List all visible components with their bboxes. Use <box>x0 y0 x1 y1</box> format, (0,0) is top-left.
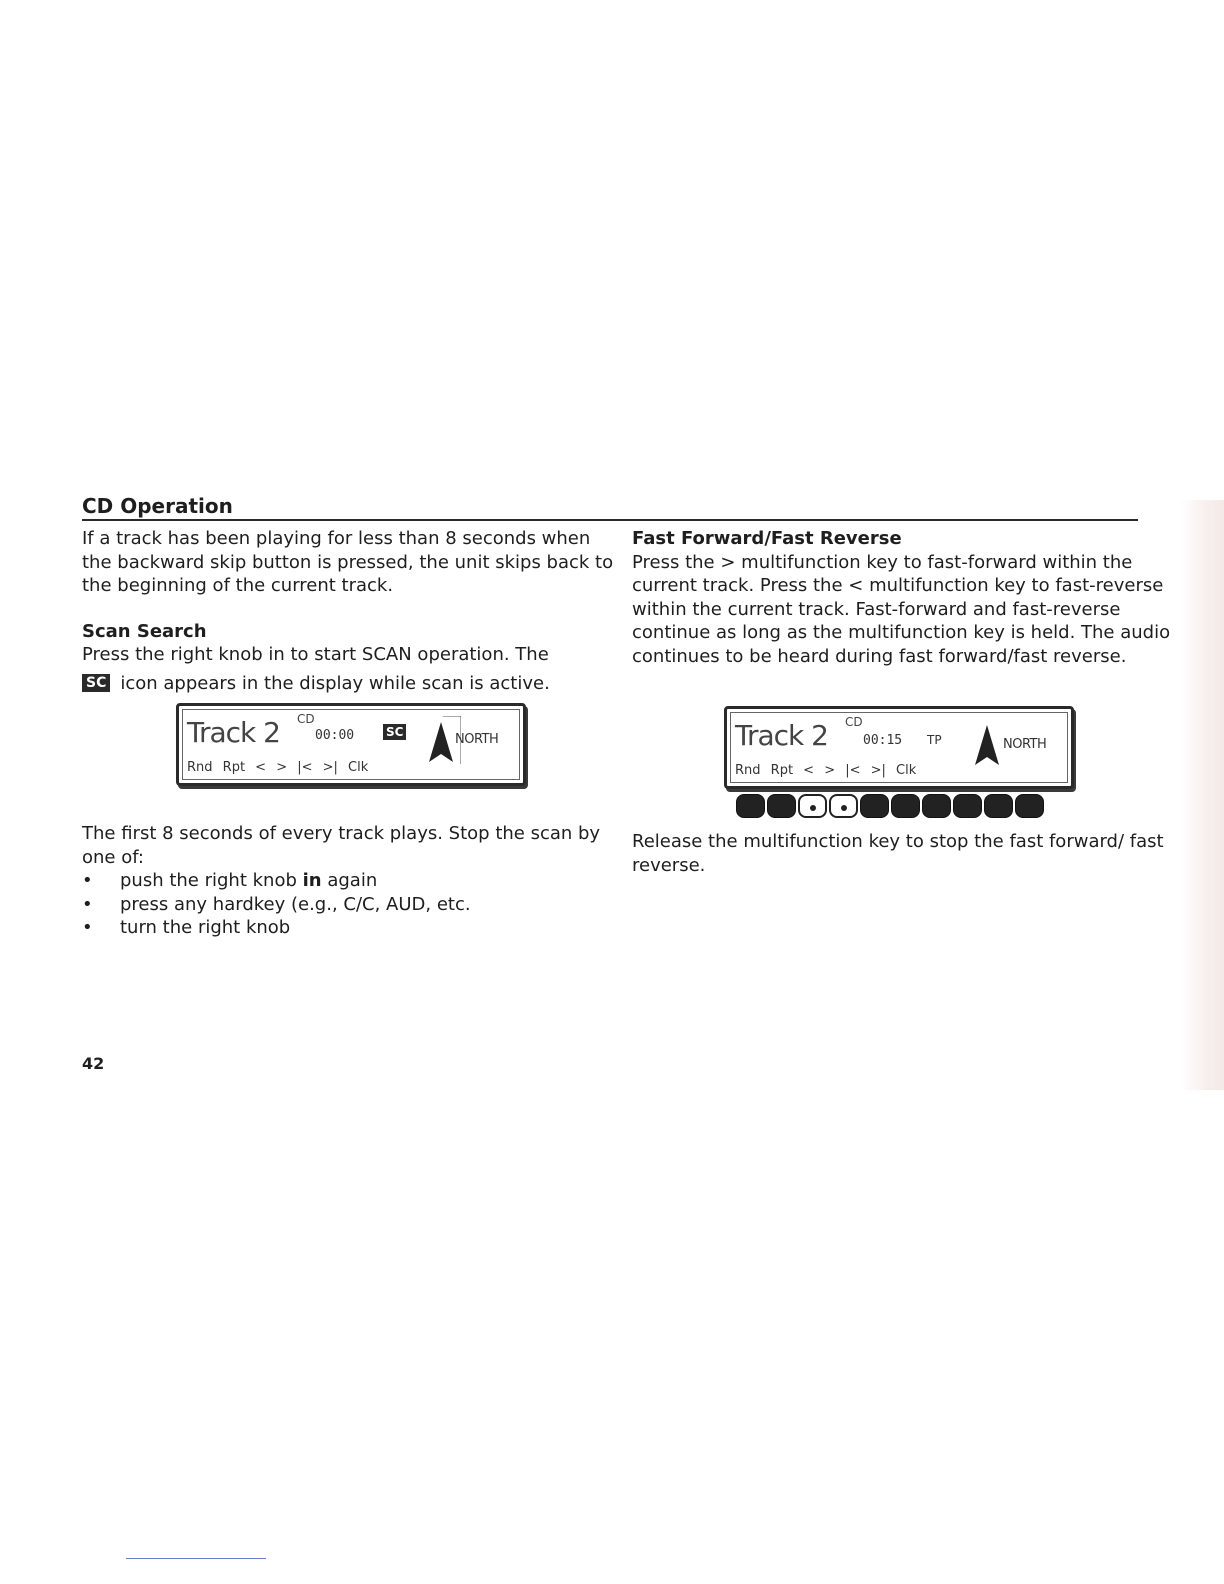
display-sc-icon: SC <box>383 724 406 740</box>
display-cd-label: CD <box>297 712 315 726</box>
display-time: 00:15 <box>863 733 903 748</box>
multifunction-key[interactable] <box>984 794 1013 818</box>
display-softkey-row: Rnd Rpt < > |< >| Clk <box>187 760 369 775</box>
multifunction-key-highlighted[interactable] <box>829 794 858 818</box>
list-item: • press any hardkey (e.g., C/C, AUD, etc. <box>82 893 622 917</box>
scan-paragraph-line1: Press the right knob in to start SCAN operation. The <box>82 644 549 665</box>
fast-forward-paragraph: Press the > multifunction key to fast-forward within the current track. Press the < multifunction key to fast-reverse within the current track. Fast-forward and fast-reverse continue as long as the multifunction key is held. The audio continues to be heard during fast forward/fast reverse. <box>632 551 1171 667</box>
stop-scan-paragraph: The first 8 seconds of every track plays. Stop the scan by one of: <box>82 823 601 868</box>
multifunction-key-strip <box>736 794 1044 818</box>
list-item: • push the right knob in again <box>82 869 622 893</box>
radio-display-scan <box>176 703 526 786</box>
display-tp-indicator: TP <box>927 733 942 747</box>
multifunction-key[interactable] <box>953 794 982 818</box>
sc-icon: SC <box>82 674 110 692</box>
page-edge-shadow <box>1180 500 1224 1090</box>
display-time: 00:00 <box>315 728 355 743</box>
stop-scan-list <box>82 869 622 940</box>
list-item: • turn the right knob <box>82 916 622 940</box>
scan-search-heading: Scan Search <box>82 620 207 642</box>
scan-paragraph-line2 <box>82 672 622 696</box>
multifunction-key[interactable] <box>891 794 920 818</box>
display-softkey-row: Rnd Rpt < > |< >| Clk <box>735 763 917 778</box>
scan-icon-text: icon appears in the display while scan is active. <box>120 672 550 694</box>
right-column <box>632 527 1172 877</box>
section-rule <box>82 519 1138 521</box>
multifunction-key[interactable] <box>767 794 796 818</box>
display-track: Track 2 <box>187 716 280 749</box>
display-heading: NORTH <box>1003 737 1047 752</box>
display-heading: NORTH <box>455 732 499 747</box>
north-arrow-icon <box>973 723 1003 767</box>
multifunction-key[interactable] <box>860 794 889 818</box>
display-track: Track 2 <box>735 719 828 752</box>
multifunction-key-highlighted[interactable] <box>798 794 827 818</box>
key-dot-icon <box>810 805 816 811</box>
radio-display-fast-forward <box>724 706 1074 789</box>
display-cd-label: CD <box>845 715 863 729</box>
footer-line <box>126 1558 266 1559</box>
release-paragraph: Release the multifunction key to stop the fast forward/ fast reverse. <box>632 831 1164 876</box>
multifunction-key[interactable] <box>1015 794 1044 818</box>
fast-forward-heading: Fast Forward/Fast Reverse <box>632 528 902 549</box>
key-dot-icon <box>841 805 847 811</box>
page-number: 42 <box>82 1054 105 1073</box>
multifunction-key[interactable] <box>922 794 951 818</box>
multifunction-key[interactable] <box>736 794 765 818</box>
section-title: CD Operation <box>82 494 233 518</box>
intro-paragraph: If a track has been playing for less than 8 seconds when the backward skip button is pressed, the unit skips back to the beginning of the current track. <box>82 528 614 596</box>
